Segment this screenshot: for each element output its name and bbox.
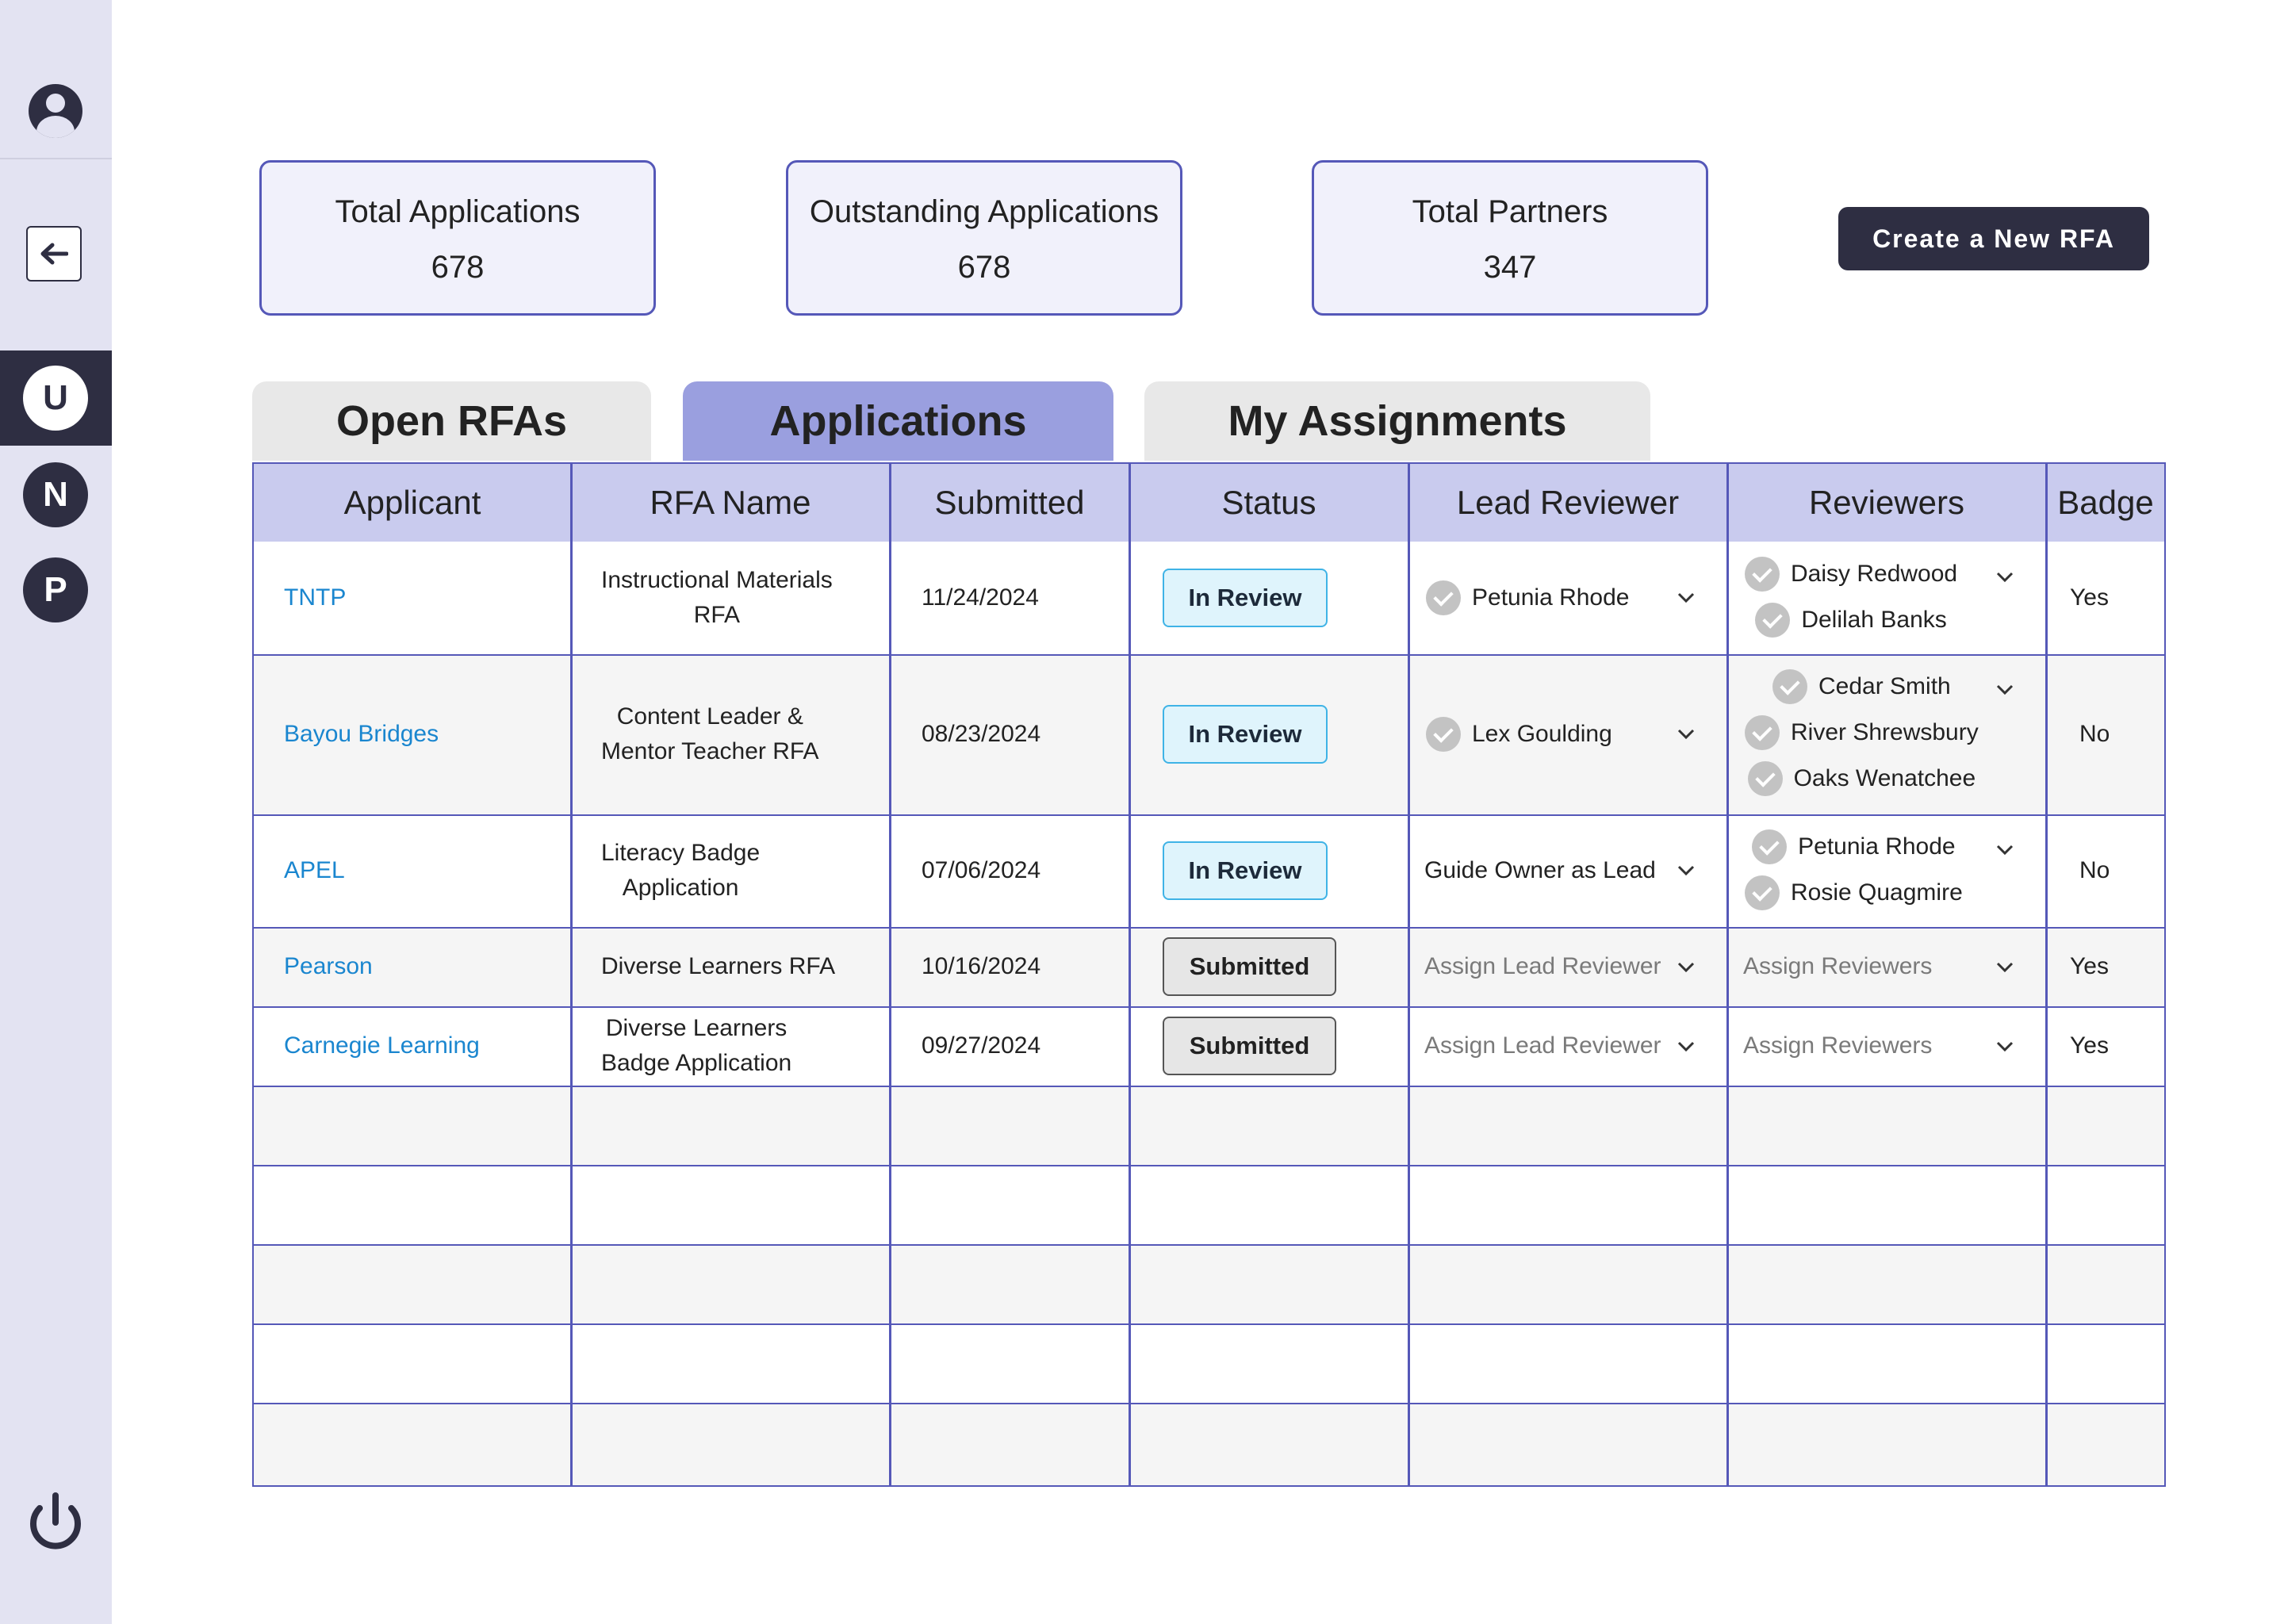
chevron-down-icon[interactable] — [1677, 865, 1695, 876]
status-badge: Submitted — [1163, 1017, 1336, 1075]
check-icon — [1752, 829, 1787, 864]
lead-reviewer-name: Lex Goulding — [1472, 721, 1612, 747]
stat-card-total-applications — [259, 160, 656, 316]
check-icon — [1426, 717, 1461, 752]
row-bg — [254, 1323, 2164, 1403]
badge-value: No — [2079, 721, 2110, 747]
sidebar-item-p[interactable]: P — [23, 557, 88, 622]
rfa-name — [601, 1006, 791, 1086]
badge-value: Yes — [2070, 584, 2109, 611]
applicant-link[interactable]: Carnegie Learning — [284, 1032, 480, 1059]
column-header-lead-reviewer: Lead Reviewer — [1456, 484, 1680, 521]
submitted-date: 10/16/2024 — [922, 953, 1041, 979]
row-divider — [254, 1244, 2164, 1246]
check-icon — [1755, 603, 1790, 638]
assign-reviewers-select[interactable]: Assign Reviewers — [1743, 1032, 1933, 1059]
rfa-name — [601, 654, 819, 814]
row-divider — [254, 1086, 2164, 1087]
row-divider — [254, 1323, 2164, 1325]
rfa-name-line: Literacy Badge — [601, 840, 761, 866]
reviewers-list[interactable] — [1745, 824, 1963, 916]
stat-value: 678 — [957, 250, 1011, 285]
rfa-name-line: RFA — [693, 602, 741, 628]
status-badge: In Review — [1163, 569, 1328, 627]
create-rfa-button[interactable]: Create a New RFA — [1838, 207, 2149, 270]
column-divider — [570, 464, 573, 1485]
chevron-down-icon[interactable] — [1996, 845, 2014, 856]
assign-lead-reviewer-select[interactable]: Assign Lead Reviewer — [1424, 953, 1661, 979]
row-bg — [254, 1165, 2164, 1244]
chevron-down-icon[interactable] — [1996, 962, 2014, 973]
check-icon — [1745, 715, 1780, 750]
rfa-name: Diverse Learners RFA — [601, 953, 836, 979]
reviewer-name: Oaks Wenatchee — [1793, 765, 1976, 791]
row-divider — [254, 814, 2164, 816]
check-icon — [1745, 557, 1780, 592]
status-badge: In Review — [1163, 841, 1328, 900]
badge-value: No — [2079, 857, 2110, 883]
stat-value: 347 — [1483, 250, 1537, 285]
reviewer-name: Cedar Smith — [1818, 673, 1951, 699]
sidebar-divider — [0, 158, 112, 159]
arrow-left-icon — [40, 243, 68, 265]
row-bg — [254, 1244, 2164, 1323]
status-badge: Submitted — [1163, 937, 1336, 996]
rfa-name-line: Badge Application — [601, 1050, 792, 1076]
status-badge: In Review — [1163, 705, 1328, 764]
chevron-down-icon[interactable] — [1996, 572, 2014, 583]
tab-open-rfas[interactable]: Open RFAs — [252, 381, 651, 461]
submitted-date: 11/24/2024 — [922, 584, 1039, 611]
applicant-link[interactable]: Bayou Bridges — [284, 721, 439, 747]
sidebar-item-u[interactable]: U — [23, 366, 88, 431]
rfa-name-line: Content Leader & — [616, 703, 803, 730]
check-icon — [1745, 875, 1780, 910]
row-divider — [254, 1403, 2164, 1404]
row-divider — [254, 1165, 2164, 1166]
lead-reviewer-select[interactable]: Guide Owner as Lead — [1424, 857, 1656, 883]
tab-my-assignments[interactable]: My Assignments — [1144, 381, 1650, 461]
column-header-reviewers: Reviewers — [1808, 484, 1965, 521]
chevron-down-icon[interactable] — [1677, 1041, 1695, 1052]
chevron-down-icon[interactable] — [1996, 1041, 2014, 1052]
chevron-down-icon[interactable] — [1677, 729, 1695, 740]
stat-label: Outstanding Applications — [809, 194, 1159, 229]
table-header — [254, 464, 2164, 543]
lead-reviewer-name: Petunia Rhode — [1472, 584, 1630, 611]
applicant-link[interactable]: TNTP — [284, 584, 347, 611]
reviewer-name: Delilah Banks — [1801, 607, 1947, 633]
sidebar-item-n[interactable]: N — [23, 462, 88, 527]
stat-label: Total Partners — [1412, 194, 1608, 229]
applicant-link[interactable]: APEL — [284, 857, 345, 883]
rfa-name-line: Instructional Materials — [601, 567, 833, 593]
column-divider — [1129, 464, 1131, 1485]
chevron-down-icon[interactable] — [1996, 684, 2014, 695]
check-icon — [1772, 669, 1807, 704]
rfa-name-line: Mentor Teacher RFA — [601, 738, 819, 764]
rfa-name-line: Diverse Learners — [605, 1015, 788, 1041]
sidebar — [0, 0, 112, 1624]
stat-card-outstanding-applications — [786, 160, 1182, 316]
chevron-down-icon[interactable] — [1677, 592, 1695, 603]
check-icon — [1748, 761, 1783, 796]
column-header-status: Status — [1221, 484, 1316, 521]
stat-value: 678 — [431, 250, 485, 285]
column-header-submitted: Submitted — [934, 484, 1085, 521]
reviewers-list[interactable] — [1745, 664, 1979, 802]
row-bg — [254, 1086, 2164, 1165]
assign-reviewers-select[interactable]: Assign Reviewers — [1743, 953, 1933, 979]
reviewer-name: Daisy Redwood — [1791, 561, 1958, 587]
reviewers-list[interactable] — [1745, 551, 1957, 643]
badge-value: Yes — [2070, 953, 2109, 979]
submitted-date: 08/23/2024 — [922, 721, 1041, 747]
submitted-date: 09/27/2024 — [922, 1032, 1041, 1059]
rfa-name-line: Application — [622, 875, 739, 901]
stat-card-total-partners — [1312, 160, 1708, 316]
column-divider — [889, 464, 891, 1485]
column-header-applicant: Applicant — [343, 484, 481, 521]
badge-value: Yes — [2070, 1032, 2109, 1059]
check-icon — [1426, 580, 1461, 615]
applications-table — [252, 462, 2166, 1487]
row-bg — [254, 1403, 2164, 1485]
column-header-badge: Badge — [2057, 484, 2154, 521]
chevron-down-icon[interactable] — [1677, 962, 1695, 973]
rfa-name — [601, 542, 833, 654]
back-button[interactable] — [26, 226, 82, 282]
reviewer-name: Petunia Rhode — [1798, 833, 1956, 860]
column-divider — [1408, 464, 1410, 1485]
stat-label: Total Applications — [335, 194, 581, 229]
power-icon[interactable] — [22, 1491, 89, 1557]
column-header-rfa-name: RFA Name — [650, 484, 811, 521]
assign-lead-reviewer-select[interactable]: Assign Lead Reviewer — [1424, 1032, 1661, 1059]
reviewer-name: River Shrewsbury — [1791, 719, 1979, 745]
column-divider — [2045, 464, 2048, 1485]
submitted-date: 07/06/2024 — [922, 857, 1041, 883]
tab-applications[interactable]: Applications — [683, 381, 1113, 461]
row-divider — [254, 654, 2164, 656]
applicant-link[interactable]: Pearson — [284, 953, 373, 979]
rfa-name — [601, 814, 760, 927]
user-avatar-icon[interactable] — [29, 84, 82, 138]
reviewer-name: Rosie Quagmire — [1791, 879, 1963, 906]
